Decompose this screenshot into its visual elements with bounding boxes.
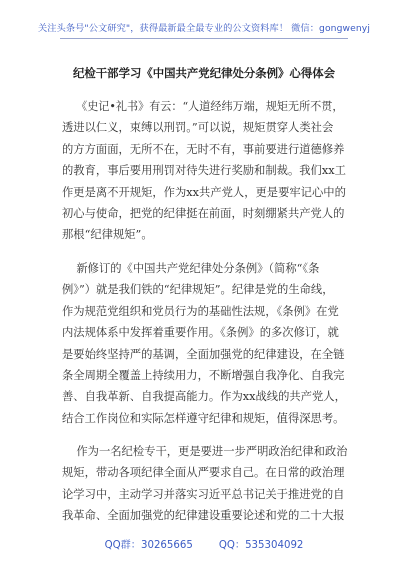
paragraph-line: 条全周期全覆盖上持续用力，不断增强自我净化、自我完 — [62, 368, 345, 382]
paragraph-line: 例》”）就是我们铁的“纪律规矩”。纪律是党的生命线， — [62, 283, 334, 297]
paragraph-line: 新修订的《中国共产党纪律处分条例》（简称“《条 — [62, 262, 320, 275]
paragraph-line: 善、自我革新、自我提高能力。作为xx战线的共产党人， — [62, 390, 346, 404]
paragraph-line: 规矩，带动各项纪律全面从严要求自己。在日常的政治理 — [62, 466, 345, 480]
paragraph-line: 我革命、全面加强党的纪律建设重要论述和党的二十大报 — [62, 509, 345, 523]
header-divider — [60, 38, 348, 39]
paragraph-line: 透进以仁义，束缚以刑罚。”可以说，规矩贯穿人类社会 — [62, 121, 334, 135]
paragraph-line: 论学习中，主动学习并落实习近平总书记关于推进党的自 — [62, 487, 345, 501]
paragraph-2 — [62, 258, 348, 429]
paragraph-line: 作为一名纪检专干，更是要进一步严明政治纪律和政治 — [62, 445, 348, 458]
paragraph-line: 内法规体系中发挥着重要作用。《条例》的多次修订，就 — [62, 326, 339, 340]
paragraph-line: 的教育，事后要用刑罚对待失进行奖励和制裁。我们xx工 — [62, 164, 346, 178]
paragraph-1 — [62, 96, 348, 246]
paragraph-line: 的方方面面，无所不在，无时不有，事前要进行道德修养 — [62, 142, 345, 156]
header-banner: 关注头条号"公文研究"，获得最新最全最专业的公文资料库！ 微信：gongwenyj — [38, 23, 370, 34]
paragraph-line: 《史记•礼书》有云：“人道经纬万端，规矩无所不贯， — [62, 100, 344, 113]
qq-number: QQ：535304092 — [218, 540, 304, 551]
paragraph-line: 作为规范党组织和党员行为的基础性法规，《条例》在党 — [62, 304, 339, 318]
paragraph-3 — [62, 441, 348, 527]
document-title: 纪检干部学习《中国共产党纪律处分条例》心得体会 — [73, 66, 335, 80]
paragraph-line: 是要始终坚持严的基调，全面加强党的纪律建设，在全链 — [62, 347, 345, 361]
paragraph-line: 初心与使命，把党的纪律挺在前面，时刻绷紧共产党人的 — [62, 206, 345, 220]
paragraph-line: 结合工作岗位和实际怎样遵守纪律和规矩，值得深思考。 — [62, 411, 345, 425]
paragraph-line: 作更是离不开规矩，作为xx共产党人，更是要牢记心中的 — [62, 185, 346, 199]
paragraph-line: 那根“纪律规矩”。 — [62, 228, 153, 242]
qq-group-number: QQ群：30265665 — [104, 540, 193, 551]
footer-contact — [0, 536, 408, 551]
